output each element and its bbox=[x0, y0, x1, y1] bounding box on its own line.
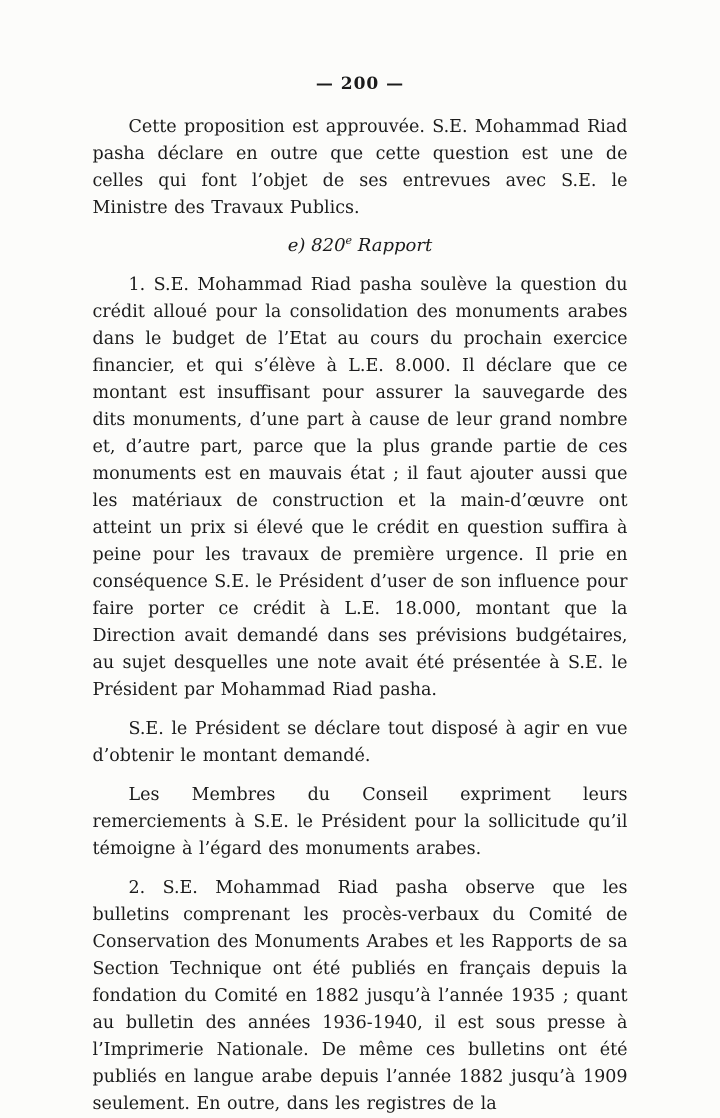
section-heading bbox=[93, 234, 628, 256]
paragraph-approbation: Cette proposition est approuvée. S.E. Mohammad Riad pasha déclare en outre que cette question est une de celles qui font l’objet de ses entrevues avec S.E. le Ministre des Travaux Publics. bbox=[92, 117, 628, 218]
heading-superscript: e bbox=[345, 234, 353, 247]
paragraph-remerciements: Les Membres du Conseil expriment leurs remerciements à S.E. le Président pour la sollicitude qu’il témoigne à l’égard des monuments arabes. bbox=[92, 785, 628, 859]
heading-rest: Rapport bbox=[352, 235, 433, 256]
page-number: — 200 — bbox=[315, 74, 405, 94]
paragraph-president-reponse: S.E. le Président se déclare tout disposé à agir en vue d’obtenir le montant demandé. bbox=[92, 719, 628, 766]
paragraph-bulletins: 2. S.E. Mohammad Riad pasha observe que les bulletins comprenant les procès-verbaux du Comité de Conservation des Monuments Arabes et les Rapports de sa Section Technique ont été publiés en français depuis la fondation du Comité en 1882 jusqu’à l’année 1935 ; quant au bulletin des années 1936-1940, il est sous presse à l’Imprimerie Nationale. De même ces bulletins ont été publiés en langue arabe depuis l’année 1882 jusqu’à 1909 seulement. En outre, dans les registres de la bbox=[92, 878, 628, 1114]
paragraph-credit-monuments: 1. S.E. Mohammad Riad pasha soulève la question du crédit alloué pour la consolidation des monuments arabes dans le budget de l’Etat au cours du prochain exercice financier, et qui s’élève à L.E. 8.000. Il déclare que ce montant est insuffisant pour assurer la sauvegarde des dits monuments, d’une part à cause de leur grand nombre et, d’autre part, parce que la plus grande partie de ces monuments est en mauvais état ; il faut ajouter aussi que les matériaux de construction et la main-d’œuvre ont atteint un prix si élevé que le crédit en question suffira à peine pour les travaux de première urgence. Il prie en conséquence S.E. le Président d’user de son influence pour faire porter ce crédit à L.E. 18.000, montant que la Direction avait demandé dans ses prévisions budgétaires, au sujet desquelles une note avait été présentée à S.E. le Président par Mohammad Riad pasha. bbox=[92, 275, 628, 700]
heading-prefix: e) 820 bbox=[287, 235, 346, 256]
document-page bbox=[93, 0, 628, 1118]
